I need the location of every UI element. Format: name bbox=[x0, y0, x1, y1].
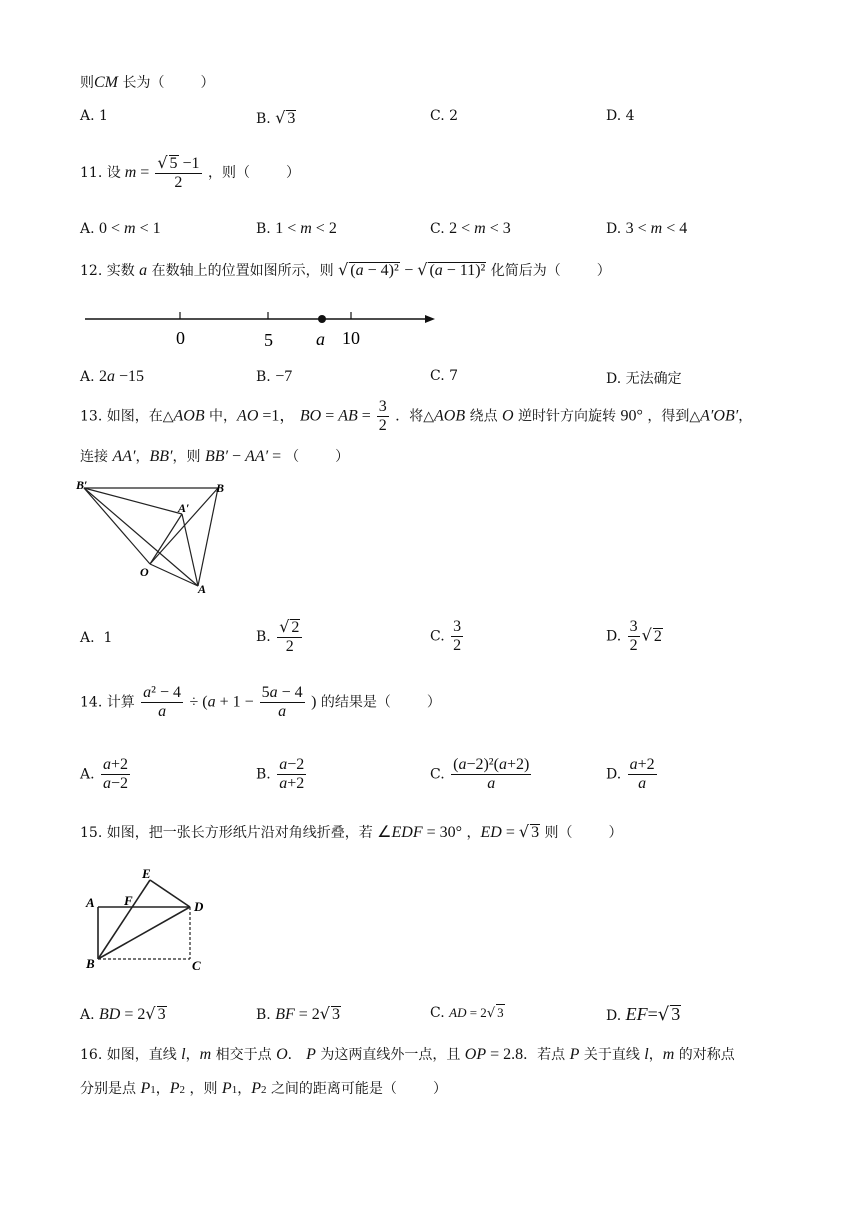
svg-text:D: D bbox=[194, 899, 204, 914]
q15-figure bbox=[80, 862, 220, 978]
svg-text:10: 10 bbox=[342, 328, 360, 348]
q13-figure bbox=[72, 476, 242, 600]
q13-option-c: C. $\frac{3}{2}$ bbox=[430, 618, 462, 654]
q13-stem-line2: 连接 AA′，BB′，则 BB′ − AA′ = （ ） bbox=[80, 448, 350, 465]
svg-text:A′: A′ bbox=[178, 501, 190, 515]
q10-option-c: C. 2 bbox=[430, 108, 459, 124]
q12-stem: 12. 实数 a 在数轴上的位置如图所示，则 √ (a − 4)² − √ (a − 11)² 化简后为（ ） bbox=[80, 260, 611, 279]
q11-option-a: A. 0 < m < 1 bbox=[80, 220, 161, 237]
q15-option-d: D. EF=√ 3 bbox=[606, 1004, 681, 1025]
q10-option-d: D. 4 bbox=[606, 108, 635, 124]
q14-option-d: D. $\frac{a+2}{a}$ bbox=[606, 756, 655, 792]
q13-option-a: A. 1 bbox=[80, 630, 113, 646]
q14-option-c: C. $\frac{\text{(a−2)²(a+2)}}{a}$ bbox=[430, 756, 530, 792]
q15-stem: 15. 如图，把一张长方形纸片沿对角线折叠，若 ∠EDF = 30° ，ED = √ 3 则（ ） bbox=[80, 822, 623, 841]
q14-option-b: B. $\frac{a-2}{a+2}$ bbox=[256, 756, 305, 792]
svg-text:C: C bbox=[192, 958, 201, 973]
svg-text:B′: B′ bbox=[76, 478, 88, 492]
q12-option-c: C. 7 bbox=[430, 368, 459, 384]
q10-stem: 则CM 长为（ ） bbox=[80, 74, 215, 91]
svg-text:E: E bbox=[142, 866, 151, 881]
q13-stem-line1: 13. 如图，在△AOB 中，AO =1， BO = AB = $\frac{3}{2}$ ．将△AOB 绕点 O 逆时针方向旋转 90° ，得到△A′OB′， bbox=[80, 398, 753, 434]
q16-stem-line1: 16. 如图，直线 l，m 相交于点 O． P 为这两直线外一点，且 OP = 2.8．若点 P 关于直线 l，m 的对称点 bbox=[80, 1046, 735, 1063]
svg-text:B: B bbox=[86, 956, 95, 971]
svg-text:O: O bbox=[140, 565, 149, 579]
q15-option-b: B. BF = 2√ 3 bbox=[256, 1004, 340, 1023]
q11-option-c: C. 2 < m < 3 bbox=[430, 220, 511, 237]
q15-option-a: A. BD = 2√ 3 bbox=[80, 1004, 166, 1023]
q12-option-d: D. 无法确定 bbox=[606, 371, 682, 387]
svg-text:0: 0 bbox=[176, 328, 185, 348]
svg-text:A: A bbox=[198, 582, 207, 596]
number-line-figure bbox=[80, 300, 440, 356]
q15-option-c: C. AD = 2√ 3 bbox=[430, 1005, 504, 1021]
q11-option-b: B. 1 < m < 2 bbox=[256, 220, 337, 237]
q11-stem: 11. 设 m = $\frac{√ 5 -1}{2}$ ，则（ ） bbox=[80, 153, 300, 191]
svg-text:a: a bbox=[316, 329, 325, 349]
svg-text:A: A bbox=[86, 895, 95, 910]
q13-option-b: B. $\frac{√ 2}{2}$ bbox=[256, 618, 304, 656]
svg-text:5: 5 bbox=[264, 330, 273, 350]
q13-option-d: D. $\frac{3}{2}$ √ 2 bbox=[606, 618, 662, 654]
q10-option-a: A. 1 bbox=[80, 108, 108, 124]
q16-stem-line2: 分别是点 P1，P2 ，则 P1，P2 之间的距离可能是（ ） bbox=[80, 1080, 447, 1097]
svg-text:F: F bbox=[124, 893, 133, 908]
q12-option-a: A. 2a −15 bbox=[80, 368, 145, 385]
q12-option-b: B. −7 bbox=[256, 368, 293, 385]
q14-stem: 14. 计算 $\frac{\text{a² − 4}}{a}$ ÷ (a + 1 − $\frac{5a - 4}{a}$ ) 的结果是（ ） bbox=[80, 684, 441, 720]
q14-option-a: A. $\frac{a+2}{a-2}$ bbox=[80, 756, 129, 792]
svg-text:B: B bbox=[216, 481, 225, 495]
q10-option-b: B. √ 3 bbox=[256, 108, 296, 127]
q11-option-d: D. 3 < m < 4 bbox=[606, 220, 688, 237]
